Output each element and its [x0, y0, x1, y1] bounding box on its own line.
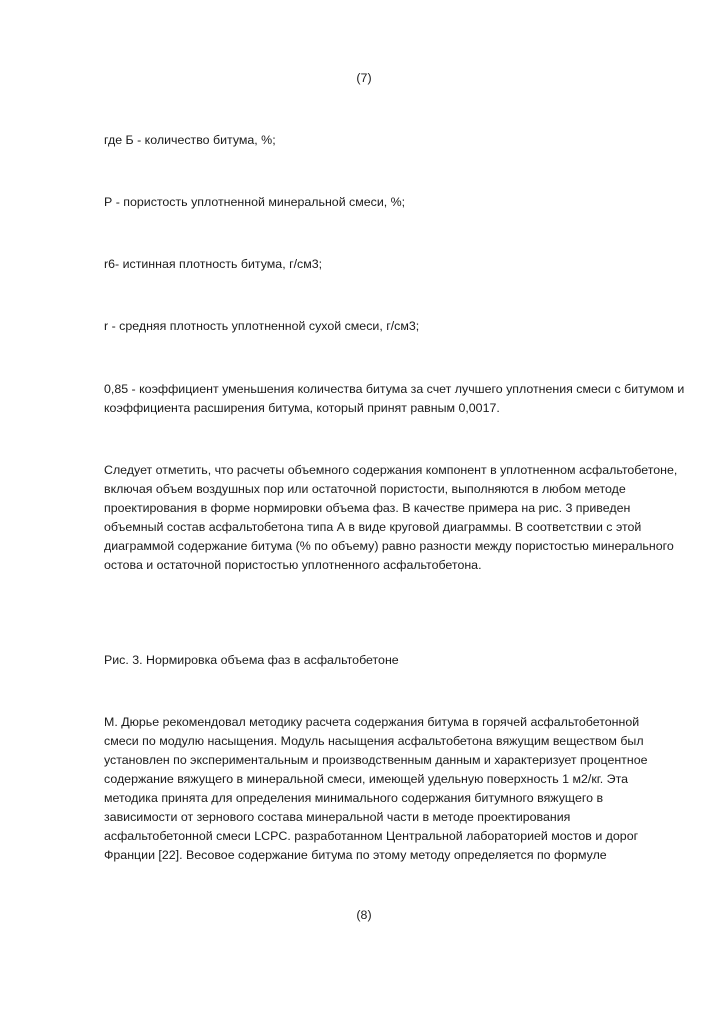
paragraph-line: М. Дюрье рекомендовал методику расчета содержания битума в горячей асфальтобетонной [104, 715, 640, 729]
equation-number-8: (8) [356, 908, 372, 922]
definition-porosity [104, 193, 689, 212]
paragraph-line: установлен по экспериментальным и производственным данным и характеризует процентное [104, 753, 648, 767]
definition-coefficient [104, 380, 689, 418]
definition-line: 0,85 - коэффициент уменьшения количества битума за счет лучшего уплотнения смеси с битумом и [104, 382, 685, 396]
paragraph-line: содержание вяжущего в минеральной смеси, имеющей удельную поверхность 1 м2/кг. Эта [104, 772, 629, 786]
paragraph-line: Следует отметить, что расчеты объемного содержания компонент в уплотненном асфальтобетоне, [104, 463, 678, 477]
definition-line: Р - пористость уплотненной минеральной смеси, %; [104, 195, 406, 209]
definition-bitumen-amount [104, 131, 689, 150]
definition-line: коэффициента расширения битума, который принят равным 0,0017. [104, 401, 500, 415]
paragraph-line: проектирования в форме нормировки объема фаз. В качестве примера на рис. 3 приведен [104, 501, 631, 515]
definition-line: r6- истинная плотность битума, г/см3; [104, 257, 323, 271]
paragraph-line: Франции [22]. Весовое содержание битума по этому методу определяется по формуле [104, 848, 607, 862]
paragraph-line: остова и остаточной пористостью уплотненного асфальтобетона. [104, 558, 482, 572]
paragraph-line: смеси по модулю насыщения. Модуль насыщения асфальтобетона вяжущим веществом был [104, 734, 644, 748]
equation-number-7: (7) [356, 71, 372, 85]
caption-line: Рис. 3. Нормировка объема фаз в асфальтобетоне [104, 653, 399, 667]
paragraph-line: диаграммой содержание битума (% по объему) равно разности между пористостью минерального [104, 539, 674, 553]
definition-line: r - средняя плотность уплотненной сухой смеси, г/см3; [104, 319, 420, 333]
paragraph-line: асфальтобетонной смеси LCPC. разработанном Центральной лабораторией мостов и дорог [104, 829, 639, 843]
paragraph-line: включая объем воздушных пор или остаточной пористости, выполняются в любом методе [104, 482, 626, 496]
definition-bitumen-density [104, 255, 689, 274]
paragraph-duriez-method [104, 713, 689, 865]
paragraph-volume-composition [104, 461, 689, 575]
paragraph-line: объемный состав асфальтобетона типа А в виде круговой диаграммы. В соответствии с этой [104, 520, 642, 534]
figure-caption [104, 651, 689, 670]
paragraph-line: зависимости от зернового состава минеральной части в методе проектирования [104, 810, 571, 824]
definition-mix-density [104, 317, 689, 336]
paragraph-line: методика принята для определения минимального содержания битумного вяжущего в [104, 791, 604, 805]
definition-line: где Б - количество битума, %; [104, 133, 276, 147]
